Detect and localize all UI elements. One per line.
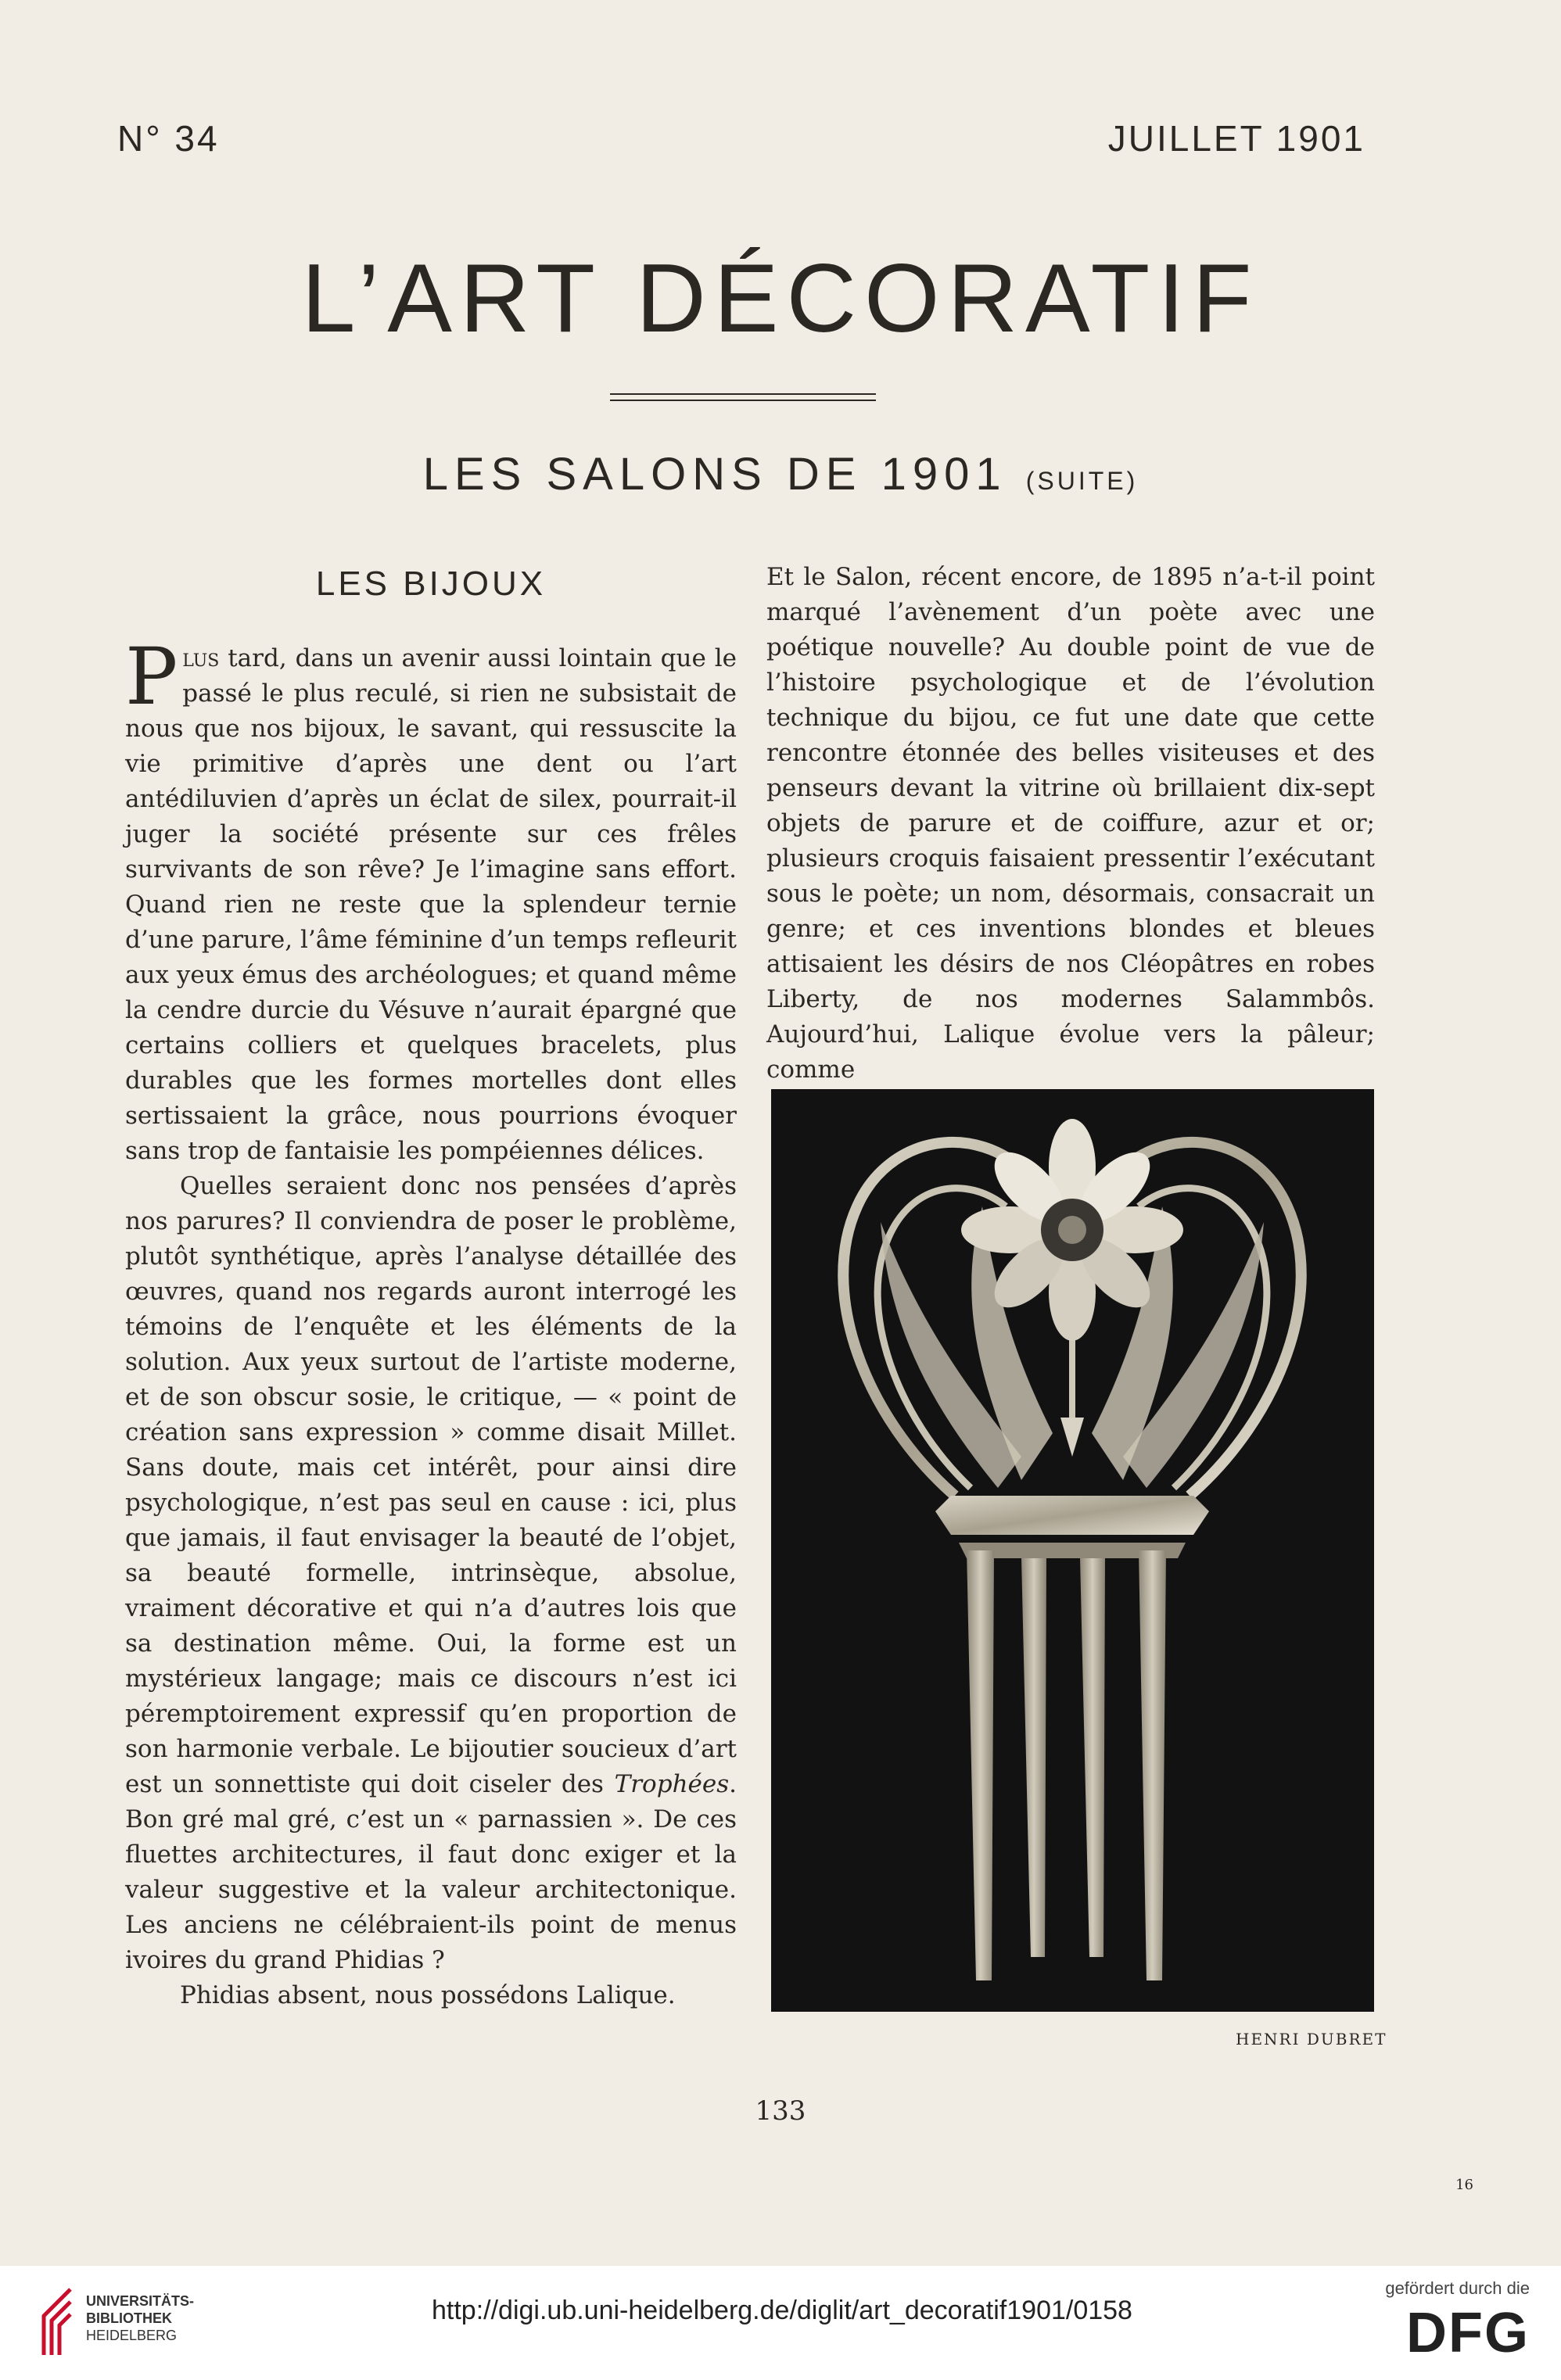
digitization-footer <box>0 2266 1561 2380</box>
journal-title: L’ART DÉCORATIF <box>301 245 1260 353</box>
sheet-number: 16 <box>1455 2177 1473 2193</box>
right-column <box>766 560 1375 1088</box>
paragraph-2-end: . Bon gré mal gré, c’est un « parnassien ». De ces fluettes architectures, il faut donc exiger et la valeur suggestive et la valeur architectonique. Les anciens ne célébraient-ils point de menus ivoires du grand Phidias ? <box>125 1770 737 1974</box>
comb-illustration <box>771 1089 1374 2012</box>
comb-photograph <box>771 1089 1374 2012</box>
dfg-logo: DFG <box>1406 2302 1530 2364</box>
right-paragraph: Et le Salon, récent encore, de 1895 n’a-t-il point marqué l’avènement d’un poète avec une poétique nouvelle? Au double point de vue de l’histoire psychologique et de l’évolution technique du bijou, ce fut une date que cette rencontre étonnée des belles visiteuses et des penseurs devant la vitrine où brillaient dix-sept objets de parure et de coiffure, azur et or; plusieurs croquis faisaient pressentir l’exécutant sous le poète; un nom, désormais, consacrait un genre; et ces inventions blondes et bleues attisaient les désirs de nos Cléopâtres en robes Liberty, de nos modernes Salammbôs. Aujourd’hui, Lalique évolue vers la pâleur; comme <box>766 563 1375 1084</box>
paragraph-1 <box>125 631 737 1169</box>
paragraph-3: Phidias absent, nous possédons Lalique. <box>180 1981 676 2009</box>
issue-number: N° 34 <box>117 118 220 159</box>
title-double-rule <box>610 393 876 401</box>
comb-teeth <box>967 1550 1166 1980</box>
section-title-suffix: (SUITE) <box>1025 467 1139 495</box>
comb-band <box>935 1496 1209 1535</box>
paragraph-2 <box>125 1169 737 1978</box>
first-word: lus <box>182 644 220 672</box>
library-line-1: UNIVERSITÄTS- <box>86 2293 195 2309</box>
funded-by-text: gefördert durch die <box>1385 2278 1530 2298</box>
section-title <box>0 449 1561 500</box>
paragraph-2-text: Quelles seraient donc nos pensées d’après nos parures? Il conviendra de poser le problème, plutôt synthétique, après l’analyse détaillée des œuvres, quand nos regards auront interrogé les témoins de l’enquête et les éléments de la solution. Aux yeux surtout de l’artiste moderne, et de son obscur sosie, le critique, — « point de création sans expression » comme disait Millet. Sans doute, mais cet intérêt, pour ainsi dire psychologique, n’est pas seul en cause : ici, plus que jamais, il faut envisager la beauté de l’objet, sa beauté formelle, intrinsèque, absolue, vraiment décorative et qui n’a d’autres lois que sa destination même. Oui, la forme est un mystérieux langage; mais ce discours n’est ici péremptoirement expressif qu’en proportion de son harmonie verbale. Le bijoutier soucieux d’art est un sonnettiste qui doit ciseler des <box>125 1172 737 1798</box>
figure-caption: HENRI DUBRET <box>1236 2030 1387 2048</box>
article-heading: LES BIJOUX <box>315 565 547 603</box>
paragraph-1-text: tard, dans un avenir aussi lointain que le passé le plus reculé, si rien ne subsistait de nous que nos bijoux, le savant, qui ressuscite la vie primitive d’après une dent ou l’art antédiluvien d’après un éclat de silex, pourrait-il juger la société présente sur ces frêles survivants de son rêve? Je l’imagine sans effort. Quand rien ne reste que la splendeur ternie d’une parure, l’âme féminine d’un temps refleurit aux yeux émus des archéologues; et quand même la cendre durcie du Vésuve n’aurait épargné que certains colliers et quelques bracelets, plus durables que les formes mortelles dont elles sertissaient la grâce, nous pourrions évoquer sans trop de fantaisie les pompéiennes délices. <box>125 644 737 1165</box>
library-logo-icon <box>36 2285 80 2360</box>
section-title-text: LES SALONS DE 1901 <box>422 449 1007 500</box>
permalink-url[interactable]: http://digi.ub.uni-heidelberg.de/diglit/art_decoratif1901/0158 <box>432 2296 1132 2325</box>
left-column <box>125 631 737 2013</box>
drop-cap: P <box>125 631 178 722</box>
page-number: 133 <box>755 2095 806 2127</box>
issue-date: JUILLET 1901 <box>1107 118 1365 159</box>
trophees-title: Trophées <box>614 1770 730 1798</box>
library-line-3: HEIDELBERG <box>86 2328 178 2343</box>
library-name <box>86 2292 194 2344</box>
library-line-2: BIBLIOTHEK <box>86 2310 172 2326</box>
